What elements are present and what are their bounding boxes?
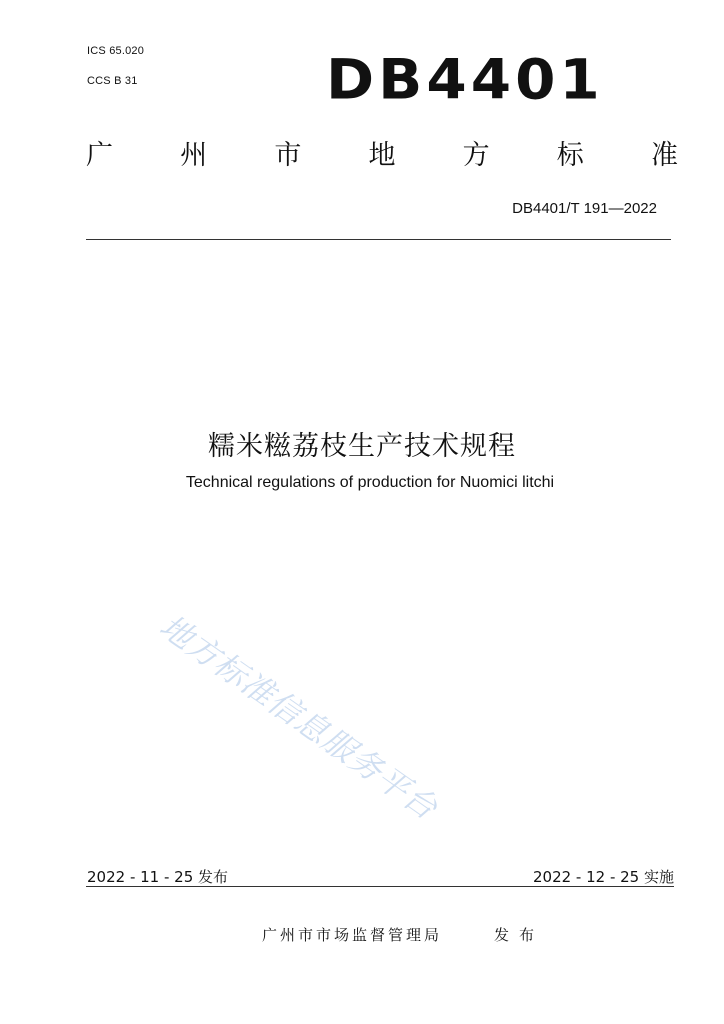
standard-type-char: 地 — [368, 140, 396, 171]
issue-date: 2022 - 11 - 25 发布 — [87, 868, 229, 886]
standard-type-char: 广 — [86, 140, 113, 171]
document-title-chinese: 糯米糍荔枝生产技术规程 — [208, 431, 516, 462]
standard-type-char: 市 — [274, 140, 302, 171]
implementation-date: 2022 - 12 - 25 实施 — [532, 868, 674, 886]
standard-mark: DB4401 — [326, 47, 604, 112]
header-divider — [86, 239, 671, 240]
standard-type-char: 准 — [650, 140, 678, 171]
standard-number: DB4401/T 191—2022 — [512, 200, 657, 217]
publisher-name: 广州市市场监督管理局 — [262, 926, 443, 944]
ics-code: ICS 65.020 — [87, 45, 145, 57]
document-title-english: Technical regulations of production for Nuomici litchi — [185, 474, 555, 491]
publish-label: 发布 — [494, 926, 545, 944]
standard-type-heading — [86, 142, 678, 169]
standard-type-char: 标 — [556, 140, 584, 171]
standard-type-char: 州 — [180, 140, 208, 171]
standard-type-char: 方 — [462, 140, 490, 171]
footer-divider — [86, 886, 674, 887]
watermark: 地方标准信息服务平台 — [152, 606, 445, 828]
ccs-code: CCS B 31 — [87, 75, 138, 87]
